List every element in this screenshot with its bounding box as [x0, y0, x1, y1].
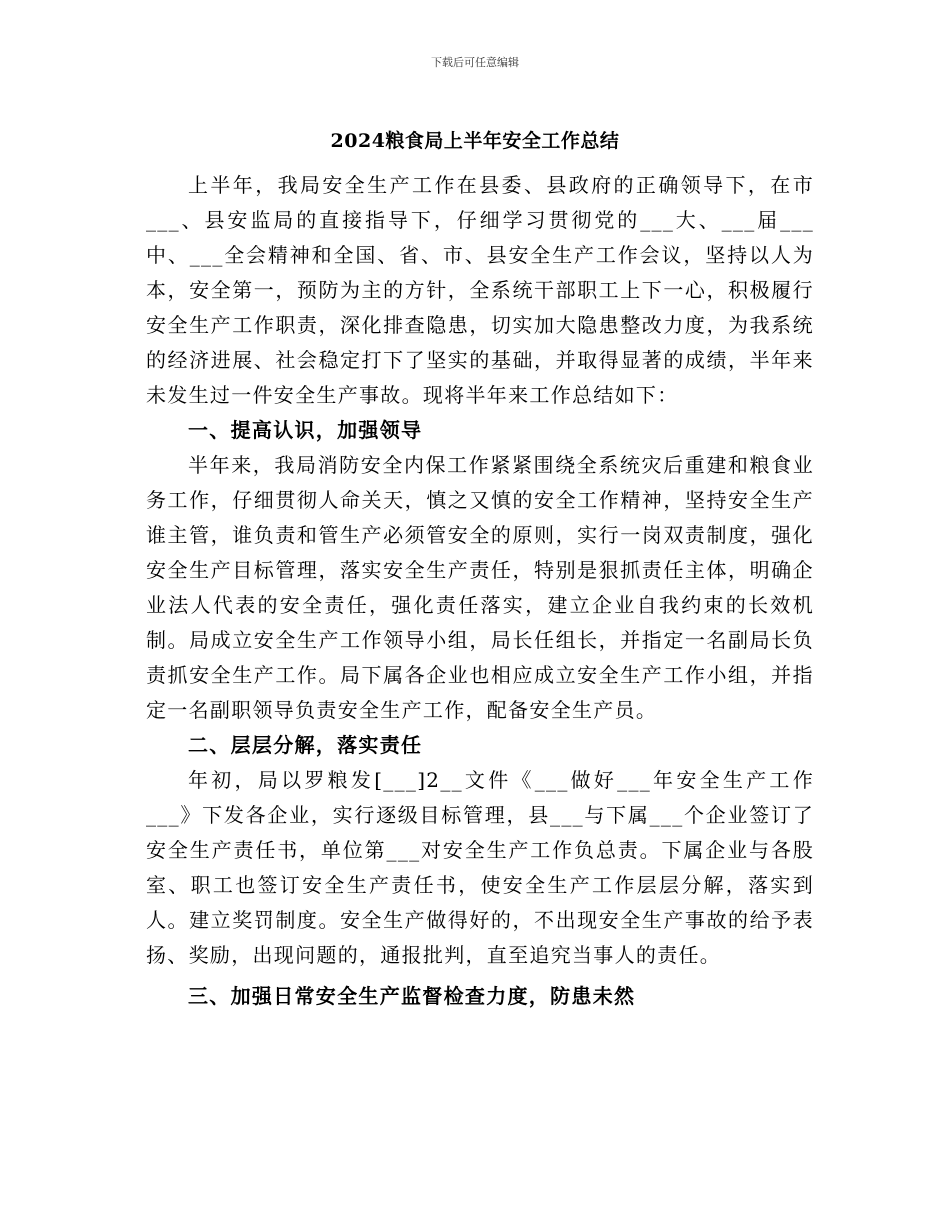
- section-heading-1: 一、提高认识，加强领导: [188, 418, 423, 442]
- section-heading-2: 二、层层分解，落实责任: [188, 733, 423, 757]
- header-note: 下载后可任意编辑: [431, 56, 519, 69]
- section-heading-3: 三、加强日常安全生产监督检查力度，防患未然: [188, 984, 636, 1008]
- paragraph-intro: 上半年，我局安全生产工作在县委、县政府的正确领导下，在市___、县安监局的直接指导下，仔细学习贯彻党的___大、___届___中、___全会精神和全国、省、市、县安全生产工作会议，坚持以人为本，安全第一，预防为主的方针，全系统干部职工上下一心，积极履行安全生产工作职责，深化排查隐患，切实加大隐患整改力度，为我系统的经济进展、社会稳定打下了坚实的基础，并取得显著的成绩，半年来未发生过一件安全生产事故。现将半年来工作总结如下：: [146, 173, 814, 407]
- document-body: [146, 168, 814, 1014]
- paragraph-section-1: 半年来，我局消防安全内保工作紧紧围绕全系统灾后重建和粮食业务工作，仔细贯彻人命关天，慎之又慎的安全工作精神，坚持安全生产谁主管，谁负责和管生产必须管安全的原则，实行一岗双责制度，强化安全生产目标管理，落实安全生产责任，特别是狠抓责任主体，明确企业法人代表的安全责任，强化责任落实，建立企业自我约束的长效机制。局成立安全生产工作领导小组，局长任组长，并指定一名副局长负责抓安全生产工作。局下属各企业也相应成立安全生产工作小组，并指定一名副职领导负责安全生产工作，配备安全生产员。: [146, 453, 814, 722]
- document-title: 2024粮食局上半年安全工作总结: [330, 130, 620, 152]
- paragraph-section-2: 年初，局以罗粮发[___]2__文件《___做好___年安全生产工作___》下发各企业，实行逐级目标管理，县___与下属___个企业签订了安全生产责任书，单位第___对安全生产工作负总责。下属企业与各股室、职工也签订安全生产责任书，使安全生产工作层层分解，落实到人。建立奖罚制度。安全生产做得好的，不出现安全生产事故的给予表扬、奖励，出现问题的，通报批判，直至追究当事人的责任。: [146, 768, 814, 967]
